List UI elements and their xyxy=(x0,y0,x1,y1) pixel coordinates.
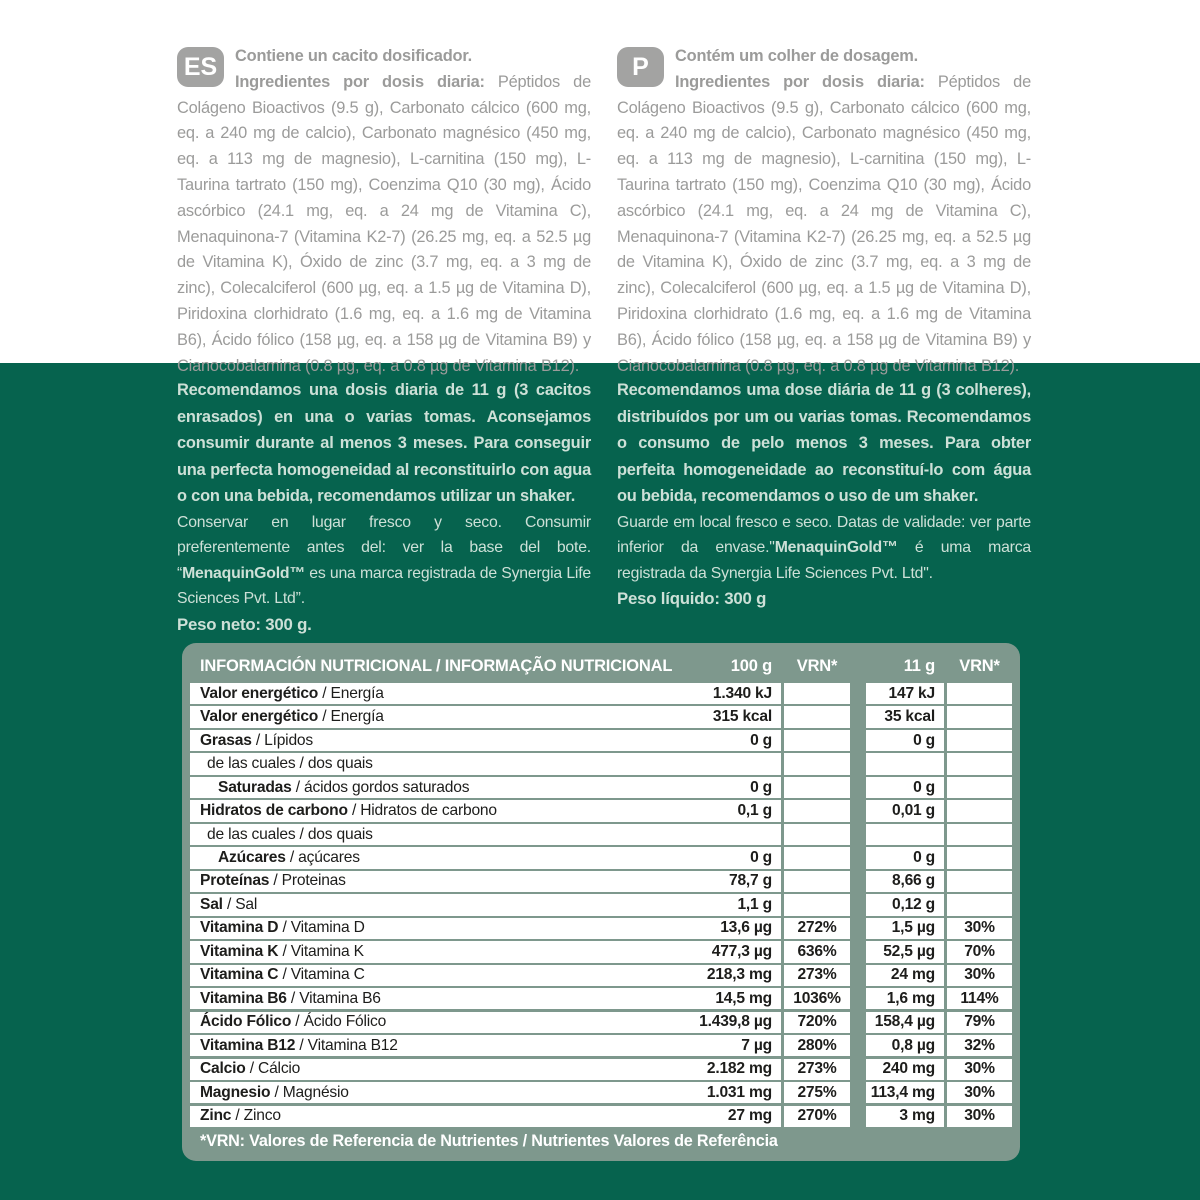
row-label-cell xyxy=(190,1059,781,1080)
vrn-footnote: *VRN: Valores de Referencia de Nutrientes / Nutrientes Valores de Referência xyxy=(200,1132,778,1151)
row-label-separator: / xyxy=(278,966,291,984)
table-row xyxy=(190,730,1012,751)
row-value-11g: 1,6 mg xyxy=(866,988,944,1009)
row-vrn-11g: 30% xyxy=(947,965,1012,986)
row-label-cell xyxy=(190,871,781,892)
row-value-100g: 78,7 g xyxy=(728,872,772,890)
row-label-es: Sal xyxy=(200,895,223,913)
storage-paragraph-es xyxy=(177,510,591,612)
row-label-cell xyxy=(190,965,781,986)
row-spacer xyxy=(853,988,863,1009)
row-label xyxy=(200,1107,281,1125)
row-vrn-100g xyxy=(784,706,850,727)
table-row xyxy=(190,871,1012,892)
row-label-cell xyxy=(190,1106,781,1127)
row-value-11g: 240 mg xyxy=(866,1059,944,1080)
row-value-11g: 158,4 µg xyxy=(866,1012,944,1033)
row-label-separator: / xyxy=(347,802,361,820)
row-label-es: Vitamina D xyxy=(200,919,279,937)
row-label-pt: Energía xyxy=(330,684,384,702)
row-label-pt: Vitamina D xyxy=(290,919,365,937)
row-spacer xyxy=(853,730,863,751)
table-row xyxy=(190,988,1012,1009)
row-label-separator: / xyxy=(222,895,236,913)
storage-text-pre-pt: Guarde em local fresco e seco. Datas de validade: ver parte inferior da envase." xyxy=(617,513,1031,557)
row-label xyxy=(200,1013,386,1031)
nutrition-table xyxy=(182,643,1020,1161)
table-row xyxy=(190,800,1012,821)
row-label-cell xyxy=(190,706,781,727)
row-value-100g: 1.439,8 µg xyxy=(699,1013,772,1031)
column-header-vrn-100g: VRN* xyxy=(796,656,838,675)
row-vrn-11g: 79% xyxy=(947,1012,1012,1033)
table-row xyxy=(190,1082,1012,1103)
storage-text-pre-es: Conservar en lugar fresco y seco. Consumir preferentemente antes del: ver la base del bote. “ xyxy=(177,513,591,582)
row-vrn-11g: 30% xyxy=(947,1059,1012,1080)
row-label xyxy=(207,755,373,773)
row-label-separator: / xyxy=(318,684,331,702)
row-vrn-100g xyxy=(784,847,850,868)
row-label-cell xyxy=(190,800,781,821)
row-value-11g: 113,4 mg xyxy=(866,1082,944,1103)
row-value-11g: 3 mg xyxy=(866,1106,944,1127)
row-label-pt: dos quais xyxy=(307,825,373,843)
row-spacer xyxy=(853,1106,863,1127)
row-vrn-100g xyxy=(784,800,850,821)
row-label-es: de las cuales xyxy=(207,825,296,843)
row-label-separator: / xyxy=(231,1107,244,1125)
brand-name-es: MenaquinGold™ xyxy=(182,564,305,582)
row-spacer xyxy=(853,1035,863,1056)
row-label-separator: / xyxy=(291,778,305,796)
row-value-100g: 0 g xyxy=(750,848,772,866)
row-spacer xyxy=(853,824,863,845)
row-vrn-100g xyxy=(784,730,850,751)
row-vrn-100g xyxy=(784,777,850,798)
ingredients-paragraph-pt xyxy=(617,44,1031,379)
brand-name-pt: MenaquinGold™ xyxy=(774,539,898,557)
row-label-cell xyxy=(190,777,781,798)
row-label-pt: Magnésio xyxy=(282,1083,349,1101)
row-value-100g: 477,3 µg xyxy=(711,942,772,960)
row-label-cell xyxy=(190,1012,781,1033)
row-value-11g: 0,8 µg xyxy=(866,1035,944,1056)
row-spacer xyxy=(853,1082,863,1103)
row-vrn-11g xyxy=(947,730,1012,751)
contains-line-pt: Contém um colher de dosagem. xyxy=(675,47,919,65)
row-vrn-100g: 636% xyxy=(784,941,850,962)
row-vrn-100g xyxy=(784,871,850,892)
row-label xyxy=(207,826,373,844)
row-label-pt: Cálcio xyxy=(258,1060,301,1078)
table-row xyxy=(190,847,1012,868)
ingredients-label-es: Ingredientes por dosis diaria: xyxy=(235,72,485,91)
ingredients-column-pt xyxy=(617,44,1031,379)
row-spacer xyxy=(853,753,863,774)
row-value-100g: 27 mg xyxy=(727,1107,772,1125)
row-label-separator: / xyxy=(251,731,265,749)
row-label-es: Azúcares xyxy=(218,848,286,866)
row-value-11g: 24 mg xyxy=(866,965,944,986)
column-header-11g: 11 g xyxy=(903,656,935,675)
row-label-es: Magnesio xyxy=(200,1083,271,1101)
row-label-cell xyxy=(190,1035,781,1056)
row-label xyxy=(200,919,365,937)
row-spacer xyxy=(853,706,863,727)
table-rows xyxy=(190,683,1012,1127)
row-vrn-11g xyxy=(947,871,1012,892)
nutrition-table-header xyxy=(190,651,1012,681)
table-row xyxy=(190,918,1012,939)
row-label xyxy=(200,732,313,750)
table-row xyxy=(190,965,1012,986)
row-label-pt: Vitamina B12 xyxy=(307,1036,398,1054)
row-value-100g: 0,1 g xyxy=(737,802,772,820)
row-spacer xyxy=(853,894,863,915)
ingredients-label-pt: Ingredientes por dosis diaria: xyxy=(675,72,925,91)
row-spacer xyxy=(853,847,863,868)
lang-badge-pt: P xyxy=(617,47,664,87)
row-label-es: Proteínas xyxy=(200,872,270,890)
row-label-separator: / xyxy=(295,1036,308,1054)
row-label-separator: / xyxy=(291,1013,304,1031)
row-label-es: Grasas xyxy=(200,731,252,749)
row-label-es: Hidratos de carbono xyxy=(200,802,348,820)
row-value-100g: 13,6 µg xyxy=(720,919,772,937)
recommendations-column-es xyxy=(177,377,591,638)
row-spacer xyxy=(853,1059,863,1080)
row-label-cell xyxy=(190,753,781,774)
row-value-100g: 0 g xyxy=(750,731,772,749)
row-vrn-100g: 1036% xyxy=(784,988,850,1009)
row-value-100g: 1.031 mg xyxy=(706,1083,772,1101)
row-vrn-11g xyxy=(947,894,1012,915)
row-value-100g: 2.182 mg xyxy=(706,1060,772,1078)
row-label xyxy=(200,1084,349,1102)
row-vrn-100g xyxy=(784,683,850,704)
row-label-cell xyxy=(190,683,781,704)
ingredients-text-pt: Péptidos de Colágeno Bioactivos (9.5 g), Carbonato cálcico (600 mg, eq. a 240 mg de calcio), Carbonato magnésico (450 mg, eq. a 113 mg de magnesio), L-carnitina (150 mg), L-Taurina tartrato (150 mg), Coenzima Q10 (30 mg), Ácido ascórbico (24.1 mg, eq. a 24 mg de Vitamina C), Menaquinona-7 (Vitamina K2-7) (26.25 mg, eq. a 52.5 µg de Vitamina K), Óxido de zinc (3.7 mg, eq. a 3 mg de zinc), Colecalciferol (600 µg, eq. a 1.5 µg de Vitamina D), Piridoxina clorhidrato (1.6 mg, eq. a 1.6 mg de Vitamina B6), Ácido fólico (158 µg, eq. a 158 µg de Vitamina B9) y Cianocobalamina (0.8 µg, eq. a 0.8 µg de Vitamina B12). xyxy=(617,72,1031,375)
row-label-separator: / xyxy=(270,1083,283,1101)
row-spacer xyxy=(853,871,863,892)
nutrition-table-title-cell xyxy=(190,657,781,676)
row-vrn-11g xyxy=(947,847,1012,868)
row-value-11g: 0 g xyxy=(866,847,944,868)
row-label-separator: / xyxy=(286,989,300,1007)
row-label-es: Valor energético xyxy=(200,684,319,702)
row-vrn-100g: 273% xyxy=(784,1059,850,1080)
row-value-11g: 0,01 g xyxy=(866,800,944,821)
row-value-11g: 0 g xyxy=(866,777,944,798)
table-row xyxy=(190,824,1012,845)
row-vrn-100g: 273% xyxy=(784,965,850,986)
row-label-es: Valor energético xyxy=(200,708,319,726)
row-label-pt: Vitamina K xyxy=(290,942,364,960)
row-value-11g: 0,12 g xyxy=(866,894,944,915)
row-vrn-100g: 272% xyxy=(784,918,850,939)
row-vrn-11g: 30% xyxy=(947,1082,1012,1103)
row-value-100g: 315 kcal xyxy=(712,708,772,726)
row-label-separator: / xyxy=(295,755,308,773)
row-value-11g: 52,5 µg xyxy=(866,941,944,962)
row-value-11g: 147 kJ xyxy=(866,683,944,704)
row-value-11g: 35 kcal xyxy=(866,706,944,727)
column-header-100g: 100 g xyxy=(730,656,772,675)
storage-text-post-es: es una marca registrada de Synergia Life Sciences Pvt. Ltd”. xyxy=(177,564,591,608)
row-label-pt: açúcares xyxy=(298,848,360,866)
row-label xyxy=(200,685,384,703)
row-label xyxy=(200,802,497,820)
row-label xyxy=(200,966,365,984)
row-spacer xyxy=(853,941,863,962)
row-label-pt: Lípidos xyxy=(264,731,313,749)
row-label-pt: ácidos gordos saturados xyxy=(304,778,470,796)
row-value-100g: 14,5 mg xyxy=(715,989,772,1007)
row-vrn-100g xyxy=(784,753,850,774)
row-label-separator: / xyxy=(318,708,331,726)
row-label-es: Saturadas xyxy=(218,778,292,796)
row-label-pt: Ácido Fólico xyxy=(303,1013,387,1031)
row-label-cell xyxy=(190,918,781,939)
row-label-es: de las cuales xyxy=(207,755,296,773)
row-value-11g xyxy=(866,753,944,774)
row-label-cell xyxy=(190,1082,781,1103)
row-spacer xyxy=(853,800,863,821)
row-label-pt: Hidratos de carbono xyxy=(360,802,497,820)
row-spacer xyxy=(853,1012,863,1033)
storage-paragraph-pt xyxy=(617,510,1031,586)
table-row xyxy=(190,894,1012,915)
row-label xyxy=(218,779,469,797)
row-vrn-11g: 114% xyxy=(947,988,1012,1009)
row-vrn-11g: 30% xyxy=(947,918,1012,939)
row-spacer xyxy=(853,777,863,798)
row-label-es: Vitamina K xyxy=(200,942,279,960)
row-value-11g xyxy=(866,824,944,845)
table-row xyxy=(190,777,1012,798)
table-row xyxy=(190,1012,1012,1033)
row-value-100g: 0 g xyxy=(750,778,772,796)
row-label-separator: / xyxy=(285,848,299,866)
ingredients-text-es: Péptidos de Colágeno Bioactivos (9.5 g), Carbonato cálcico (600 mg, eq. a 240 mg de calcio), Carbonato magnésico (450 mg, eq. a 113 mg de magnesio), L-carnitina (150 mg), L-Taurina tartrato (150 mg), Coenzima Q10 (30 mg), Ácido ascórbico (24.1 mg, eq. a 24 mg de Vitamina C), Menaquinona-7 (Vitamina K2-7) (26.25 mg, eq. a 52.5 µg de Vitamina K), Óxido de zinc (3.7 mg, eq. a 3 mg de zinc), Colecalciferol (600 µg, eq. a 1.5 µg de Vitamina D), Piridoxina clorhidrato (1.6 mg, eq. a 1.6 mg de Vitamina B6), Ácido fólico (158 µg, eq. a 158 µg de Vitamina B9) y Cianocobalamina (0.8 µg, eq. a 0.8 µg de Vitamina B12). xyxy=(177,72,591,375)
row-vrn-100g: 275% xyxy=(784,1082,850,1103)
row-label xyxy=(200,896,257,914)
row-label-es: Zinc xyxy=(200,1107,232,1125)
row-vrn-11g: 30% xyxy=(947,1106,1012,1127)
row-label-cell xyxy=(190,941,781,962)
row-spacer xyxy=(853,683,863,704)
row-label-separator: / xyxy=(295,825,308,843)
row-vrn-100g: 720% xyxy=(784,1012,850,1033)
table-row xyxy=(190,753,1012,774)
row-label-cell xyxy=(190,824,781,845)
row-label-es: Vitamina B6 xyxy=(200,989,287,1007)
row-label-cell xyxy=(190,730,781,751)
ingredients-paragraph-es xyxy=(177,44,591,379)
column-header-vrn-11g: VRN* xyxy=(959,656,1000,675)
row-label-separator: / xyxy=(245,1060,259,1078)
row-value-100g: 1,1 g xyxy=(737,895,772,913)
table-row xyxy=(190,1106,1012,1127)
row-label-es: Vitamina C xyxy=(200,966,279,984)
row-label xyxy=(200,990,381,1008)
row-label-es: Calcio xyxy=(200,1060,246,1078)
row-spacer xyxy=(853,918,863,939)
dose-paragraph-pt: Recomendamos uma dose diária de 11 g (3 colheres), distribuídos por um ou varias tomas. Recomendamos o consumo de pelo menos 3 meses. Para obter perfeita homogeneidade ao reconstituí-lo com água ou bebida, recomendamos o uso de um shaker. xyxy=(617,381,1031,506)
row-label xyxy=(200,708,384,726)
row-value-100g: 1.340 kJ xyxy=(712,684,772,702)
row-label-es: Vitamina B12 xyxy=(200,1036,296,1054)
row-vrn-11g xyxy=(947,777,1012,798)
row-vrn-11g: 32% xyxy=(947,1035,1012,1056)
table-row xyxy=(190,1059,1012,1080)
row-vrn-11g xyxy=(947,800,1012,821)
row-vrn-100g: 280% xyxy=(784,1035,850,1056)
table-row xyxy=(190,706,1012,727)
row-label-cell xyxy=(190,988,781,1009)
row-label-es: Ácido Fólico xyxy=(200,1013,292,1031)
dose-paragraph-es: Recomendamos una dosis diaria de 11 g (3 cacitos enrasados) en una o varias tomas. Aconsejamos consumir durante al menos 3 meses. Para conseguir una perfecta homogeneidad al reconstituirlo con agua o con una bebida, recomendamos utilizar un shaker. xyxy=(177,381,591,506)
row-vrn-100g xyxy=(784,894,850,915)
row-label-cell xyxy=(190,894,781,915)
row-label-separator: / xyxy=(278,919,291,937)
table-row xyxy=(190,1035,1012,1056)
row-value-100g: 218,3 mg xyxy=(706,966,772,984)
row-label-pt: Vitamina C xyxy=(290,966,365,984)
row-vrn-11g xyxy=(947,753,1012,774)
lang-badge-es: ES xyxy=(177,47,224,87)
nutrition-table-title: INFORMACIÓN NUTRICIONAL / INFORMAÇÃO NUTRICIONAL xyxy=(200,656,673,675)
row-spacer xyxy=(853,965,863,986)
row-label xyxy=(218,849,360,867)
recommendations-column-pt xyxy=(617,377,1031,613)
row-label-pt: dos quais xyxy=(307,755,373,773)
net-weight-es: Peso neto: 300 g. xyxy=(177,614,312,634)
row-label xyxy=(200,1060,300,1078)
row-label-pt: Vitamina B6 xyxy=(299,989,381,1007)
row-label-pt: Zinco xyxy=(243,1107,281,1125)
net-weight-pt: Peso líquido: 300 g xyxy=(617,589,767,609)
row-vrn-11g xyxy=(947,824,1012,845)
row-value-11g: 8,66 g xyxy=(866,871,944,892)
row-label xyxy=(200,943,364,961)
storage-text-post-pt: é uma marca registrada da Synergia Life Sciences Pvt. Ltd". xyxy=(617,539,1031,582)
row-value-11g: 0 g xyxy=(866,730,944,751)
row-label xyxy=(200,1037,398,1055)
row-vrn-11g xyxy=(947,706,1012,727)
row-label xyxy=(200,872,346,890)
row-vrn-100g: 270% xyxy=(784,1106,850,1127)
row-vrn-11g xyxy=(947,683,1012,704)
row-label-pt: Energía xyxy=(330,708,384,726)
row-vrn-11g: 70% xyxy=(947,941,1012,962)
row-label-cell xyxy=(190,847,781,868)
ingredients-column-es xyxy=(177,44,591,379)
table-row xyxy=(190,941,1012,962)
contains-line-es: Contiene un cacito dosificador. xyxy=(235,47,472,65)
row-vrn-100g xyxy=(784,824,850,845)
row-label-separator: / xyxy=(269,872,282,890)
row-value-100g: 7 µg xyxy=(741,1036,772,1054)
row-label-separator: / xyxy=(278,942,291,960)
table-row xyxy=(190,683,1012,704)
row-label-pt: Proteinas xyxy=(281,872,346,890)
row-label-pt: Sal xyxy=(235,895,258,913)
row-value-11g: 1,5 µg xyxy=(866,918,944,939)
